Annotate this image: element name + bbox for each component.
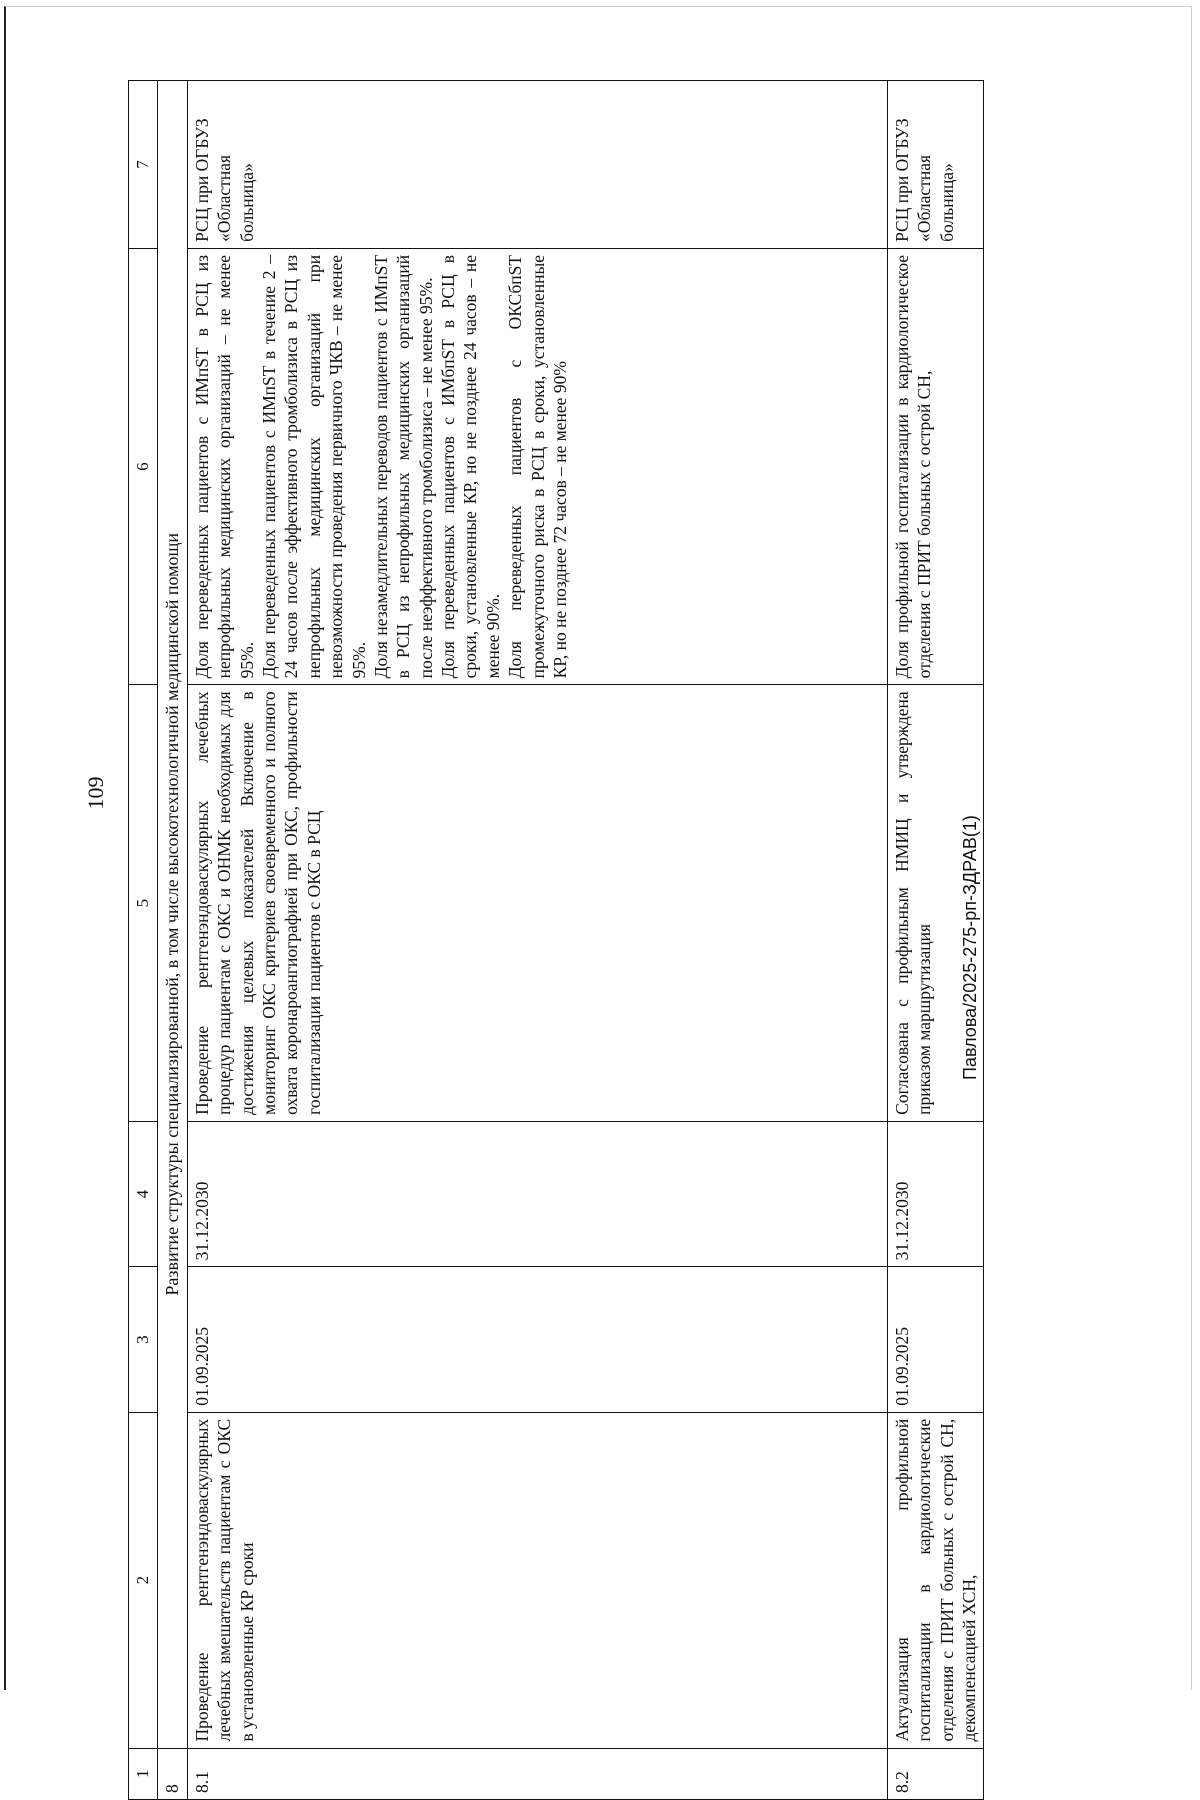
measure-name: Актуализация профильной госпитализации в кардиологические отделения с ПРИТ больных с острой СН, декомпенсацией ХСН,	[887, 1412, 984, 1748]
indicator-item: Доля профильной госпитализации в кардиологическое отделения с ПРИТ больных с острой СН,	[891, 254, 935, 679]
indicator-item: Доля переведенных пациентов с ИМпST в РСЦ из непрофильных медицинских организаций – не менее 95%.	[191, 254, 257, 679]
result-indicators	[887, 248, 984, 684]
page-number: 109	[83, 776, 108, 810]
column-number: 4	[129, 1121, 158, 1266]
end-date: 31.12.2030	[187, 1121, 887, 1266]
indicator-item: Доля переведенных пациентов с ИМпST в течение 2 – 24 часов после эффективного тромболизиса в РСЦ из непрофильных медицинских организаций при невозможности проведения первичного ЧКВ – не менее 95%.	[258, 254, 369, 679]
measures-table	[128, 80, 984, 1800]
indicator-item: Доля незамедлительных переводов пациентов с ИМпST в РСЦ из непрофильных медицинских организаций после неэффективного тромболизиса – не менее 95%.	[370, 254, 436, 679]
measure-name: Проведение рентгенэндоваскулярных лечебных вмешательств пациентам с ОКС в установленные КР сроки	[187, 1412, 887, 1748]
column-number: 3	[129, 1267, 158, 1412]
start-date: 01.09.2025	[887, 1267, 984, 1412]
responsible-organization: РСЦ при ОГБУЗ «Областная больница»	[887, 81, 984, 249]
section-number: 8	[157, 1748, 187, 1799]
start-date: 01.09.2025	[187, 1267, 887, 1412]
measure-description: Согласована с профильным НМИЦ и утверждена приказом маршрутизация	[887, 685, 984, 1121]
table-row	[887, 81, 984, 1800]
indicator-item: Доля переведенных пациентов с ИМбпST в РСЦ в сроки, установленные КР, но не позднее 24 часов – не менее 90%.	[438, 254, 503, 679]
rotated-table-area	[128, 80, 1048, 1800]
result-indicators	[187, 248, 887, 684]
document-code: Павлова/2025-275-рп-ЗДРАВ(1)	[960, 815, 980, 1080]
column-number-row	[129, 81, 158, 1800]
section-title: Развитие структуры специализированной, в том числе высокотехнологичной медицинской помощи	[157, 81, 187, 1749]
column-number: 5	[129, 685, 158, 1121]
column-number: 2	[129, 1412, 158, 1748]
table-row	[187, 81, 887, 1800]
column-number: 6	[129, 248, 158, 684]
row-number: 8.1	[187, 1748, 887, 1799]
responsible-organization: РСЦ при ОГБУЗ «Областная больница»	[187, 81, 887, 249]
end-date: 31.12.2030	[887, 1121, 984, 1266]
column-number: 1	[129, 1748, 158, 1799]
measure-description: Проведение рентгенэндоваскулярных лечебных процедур пациентам с ОКС и ОНМК необходимых для достижения целевых показателей Включение в мониторинг ОКС критериев своевременного и полного охвата коронароангиографией при ОКС, профильности госпитализации пациентов с ОКС в РСЦ	[187, 685, 887, 1121]
section-row	[157, 81, 187, 1800]
indicator-item: Доля переведенных пациентов с ОКСбпST промежуточного риска в РСЦ в сроки, установленные КР, но не позднее 72 часов – не менее 90%	[505, 254, 571, 679]
column-number: 7	[129, 81, 158, 249]
row-number: 8.2	[887, 1748, 984, 1799]
